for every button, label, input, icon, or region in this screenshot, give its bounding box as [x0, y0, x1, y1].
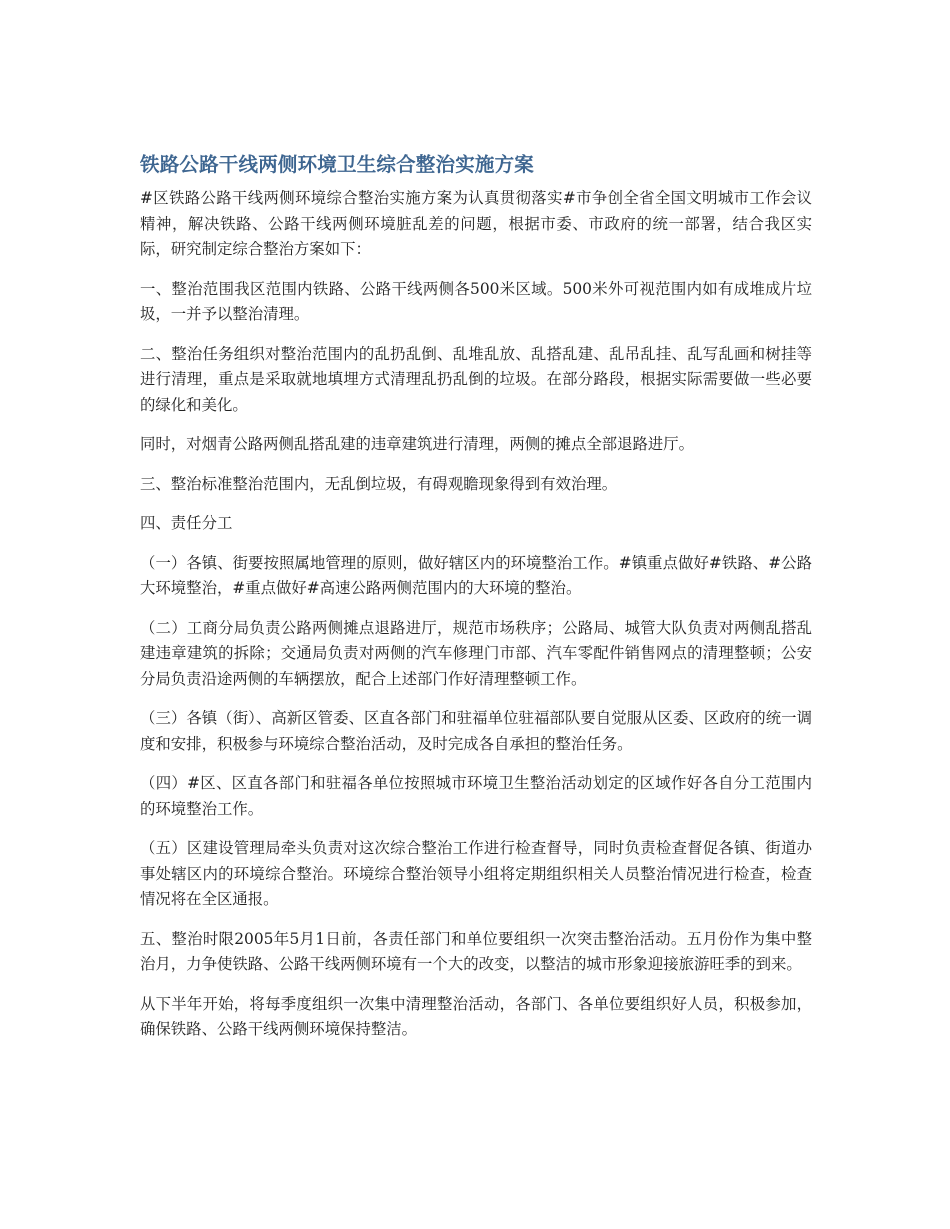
tasks-followup-paragraph: 同时，对烟青公路两侧乱搭乱建的违章建筑进行清理，两侧的摊点全部退路进厅。	[140, 435, 695, 453]
section-responsibility-heading: 四、责任分工	[140, 514, 233, 532]
responsibility-item-1: （一）各镇、街要按照属地管理的原则，做好辖区内的环境整治工作。#镇重点做好#铁路、#公路大环境整治，#重点做好#高速公路两侧范围内的大环境的整治。	[140, 553, 812, 597]
intro-paragraph: #区铁路公路干线两侧环境综合整治实施方案为认真贯彻落实#市争创全省全国文明城市工作会议精神，解决铁路、公路干线两侧环境脏乱差的问题，根据市委、市政府的统一部署，结合我区实际，研究制定综合整治方案如下：	[140, 189, 812, 258]
timeline-followup-paragraph: 从下半年开始，将每季度组织一次集中清理整治活动，各部门、各单位要组织好人员，积极参加，确保铁路、公路干线两侧环境保持整洁。	[140, 994, 812, 1038]
section-timeline-paragraph: 五、整治时限2005年5月1日前，各责任部门和单位要组织一次突击整治活动。五月份作为集中整治月，力争使铁路、公路干线两侧环境有一个大的改变，以整洁的城市形象迎接旅游旺季的到来。	[140, 929, 812, 973]
responsibility-item-4: （四）#区、区直各部门和驻福各单位按照城市环境卫生整治活动划定的区域作好各自分工范围内的环境整治工作。	[140, 774, 812, 818]
responsibility-item-5: （五）区建设管理局牵头负责对这次综合整治工作进行检查督导，同时负责检查督促各镇、街道办事处辖区内的环境综合整治。环境综合整治领导小组将定期组织相关人员整治情况进行检查，检查情况将在全区通报。	[140, 839, 812, 908]
section-tasks-paragraph: 二、整治任务组织对整治范围内的乱扔乱倒、乱堆乱放、乱搭乱建、乱吊乱挂、乱写乱画和树挂等进行清理，重点是采取就地填埋方式清理乱扔乱倒的垃圾。在部分路段，根据实际需要做一些必要的绿化和美化。	[140, 344, 812, 414]
document-page	[140, 150, 812, 1057]
responsibility-item-3: （三）各镇（街）、高新区管委、区直各部门和驻福单位驻福部队要自觉服从区委、区政府的统一调度和安排，积极参与环境综合整治活动，及时完成各自承担的整治任务。	[140, 709, 812, 753]
section-standard-paragraph: 三、整治标准整治范围内，无乱倒垃圾，有碍观瞻现象得到有效治理。	[140, 474, 618, 493]
section-scope-paragraph: 一、整治范围我区范围内铁路、公路干线两侧各500米区域。500米外可视范围内如有成堆成片垃圾，一并予以整治清理。	[140, 279, 812, 323]
responsibility-item-2: （二）工商分局负责公路两侧摊点退路进厅，规范市场秩序；公路局、城管大队负责对两侧乱搭乱建违章建筑的拆除；交通局负责对两侧的汽车修理门市部、汽车零配件销售网点的清理整顿；公安分局负责沿途两侧的车辆摆放，配合上述部门作好清理整顿工作。	[140, 618, 812, 688]
document-title: 铁路公路干线两侧环境卫生综合整治实施方案	[140, 153, 535, 176]
